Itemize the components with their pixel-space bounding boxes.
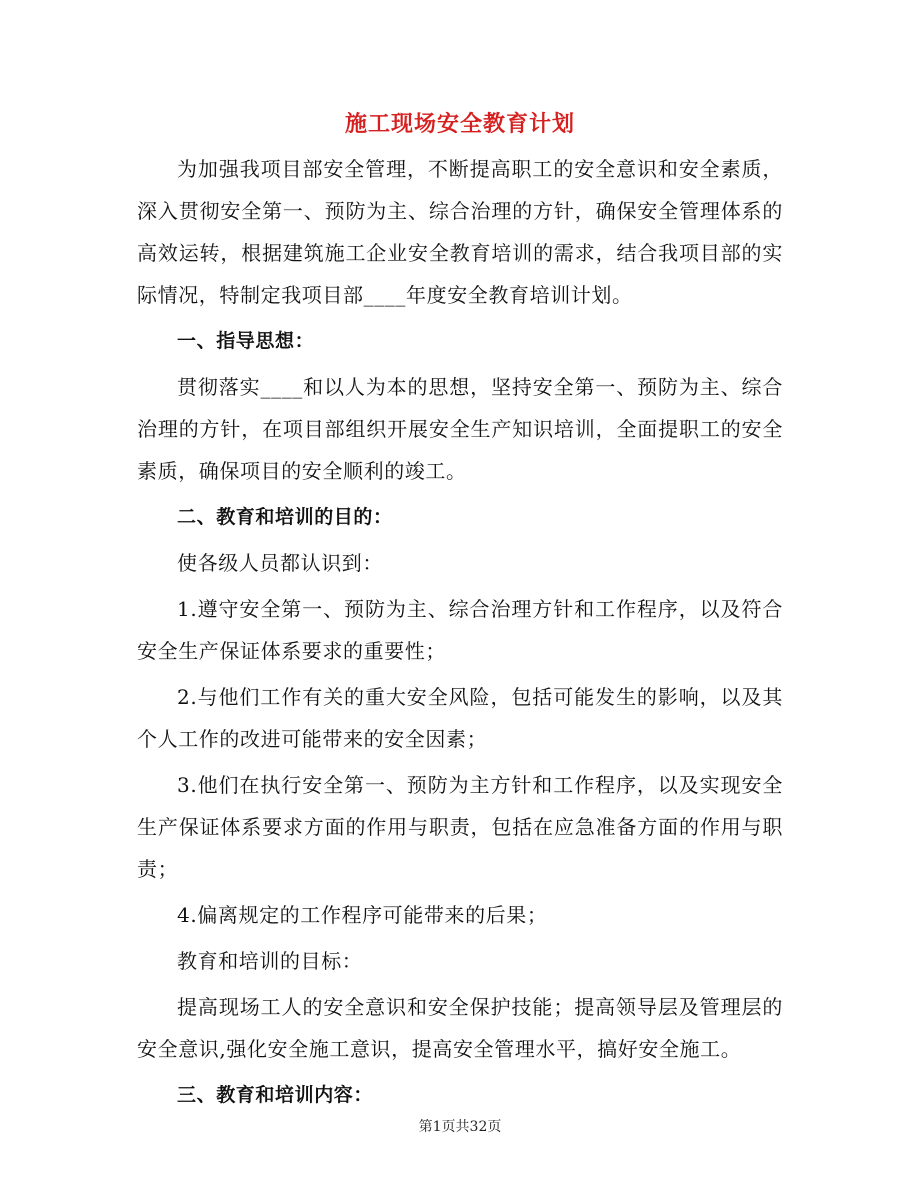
section-heading-content: 三、教育和培训内容： bbox=[177, 1084, 374, 1106]
purpose-item-1: 1.遵守安全第一、预防为主、综合治理方针和工作程序，以及符合安全生产保证体系要求的重要性； bbox=[137, 597, 783, 663]
purpose-item-3: 3.他们在执行安全第一、预防为主方针和工作程序，以及实现安全生产保证体系要求方面的作用与职责，包括在应急准备方面的作用与职责； bbox=[137, 773, 783, 881]
goals-paragraph: 提高现场工人的安全意识和安全保护技能；提高领导层及管理层的安全意识,强化安全施工意识，提高安全管理水平，搞好安全施工。 bbox=[137, 995, 783, 1061]
guiding-thought-paragraph: 贯彻落实____和以人为本的思想，坚持安全第一、预防为主、综合治理的方针，在项目部组织开展安全生产知识培训，全面提职工的安全素质，确保项目的安全顺利的竣工。 bbox=[137, 375, 783, 483]
purpose-item-2: 2.与他们工作有关的重大安全风险，包括可能发生的影响，以及其个人工作的改进可能带来的安全因素； bbox=[137, 685, 783, 751]
document-body bbox=[137, 148, 783, 1116]
purpose-item-4: 4.偏离规定的工作程序可能带来的后果； bbox=[177, 903, 548, 927]
section-heading-guiding-thought: 一、指导思想： bbox=[177, 330, 315, 352]
section-heading-purpose: 二、教育和培训的目的： bbox=[177, 506, 393, 528]
document-title: 施工现场安全教育计划 bbox=[344, 111, 575, 137]
intro-paragraph: 为加强我项目部安全管理，不断提高职工的安全意识和安全素质，深入贯彻安全第一、预防为主、综合治理的方针，确保安全管理体系的高效运转，根据建筑施工企业安全教育培训的需求，结合我项目部的实际情况，特制定我项目部____年度安全教育培训计划。 bbox=[137, 157, 783, 307]
goals-lead-paragraph: 教育和培训的目标： bbox=[177, 949, 363, 973]
page-footer: 第1页共32页 bbox=[418, 1119, 502, 1135]
purpose-lead-paragraph: 使各级人员都认识到： bbox=[177, 551, 383, 575]
